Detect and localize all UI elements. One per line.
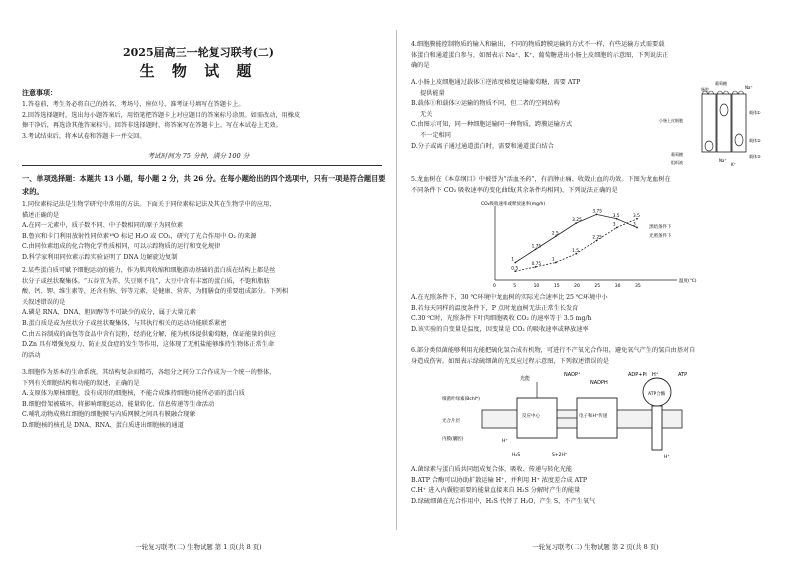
solid-data-label: 1 xyxy=(511,257,515,263)
solid-data-label: 3.5 xyxy=(612,213,620,219)
exam-time: 考试时间为 75 分钟，满分 100 分 xyxy=(147,152,250,160)
solid-data-label: 2.5 xyxy=(551,231,559,237)
cell-outline xyxy=(732,94,746,152)
x-tick-group xyxy=(493,283,641,289)
photo-label-light: 光能 xyxy=(520,376,531,382)
q2-line: 关叙述错误的是 xyxy=(22,298,66,306)
solid-data-label: 1.75 xyxy=(531,244,542,250)
photo-label-h-lumen: H⁺ xyxy=(502,439,508,444)
fig-label-tissue-fluid: 组织液 xyxy=(671,160,683,165)
dashed-data-label: 3 xyxy=(612,222,616,228)
q1-line: 1.同位素标记法是生物学研究中常用的方法。下面关于同位素标记法及其在生物学中的应用， xyxy=(22,201,276,208)
notice-item: 擦干净后，再选涂其他答案标号。回答非选择题时，将答案写在答题卡上，写在本试卷上无效。 xyxy=(22,122,282,130)
notice-heading: 注意事项： xyxy=(22,88,57,97)
x-tick-label: 35 xyxy=(635,284,641,289)
dashed-point xyxy=(555,262,557,264)
q4-line: 体蛋白和通道蛋白参与，如图表示 Na⁺、K⁺、葡萄糖进出小肠上皮细胞的示意图，下列说法正 xyxy=(411,51,669,59)
q6-line: 6.部分类似菌能够利用光能把硫化氢合成有机物，可进行不产氧光合作用，避免氧气产生的氢自由基对自 xyxy=(411,347,696,354)
q2-line: 2.某些蛋白质可赋予细胞运动的能力，作为肌肉收缩和细胞游动基础的蛋白质在结构上都是丝 xyxy=(22,267,276,274)
photo-label-h2s: H₂S xyxy=(512,453,521,458)
q5-option-b: B.若每天同样的温度条件下，P 点时龙血树无法正常生长发育 xyxy=(411,304,579,312)
q4-options xyxy=(411,78,626,152)
q3-option-d: D.细胞核的核孔是 DNA、RNA、蛋白质进出细胞核的通道 xyxy=(22,421,184,429)
photo-label-electron-h: 电子和H⁺传递 xyxy=(579,414,608,419)
question-5 xyxy=(411,175,776,196)
photo-label-nadph: NADPH xyxy=(590,380,608,386)
right-page xyxy=(397,0,794,561)
fig-label-na-bottom: Na⁺ xyxy=(719,158,727,163)
solid-data-label: 3.75 xyxy=(592,209,603,215)
q4-option-c: C.由图示可知，同一种细胞运输同一种物质，跨膜运输方式 xyxy=(411,121,573,129)
dashed-data-label: 3.5 xyxy=(633,213,640,219)
notice-item: 2.回答选择题时，选出每小题答案后，用铅笔把答题卡上对应题目的答案标号涂黑。如需改动，用橡皮 xyxy=(22,111,301,119)
q5-line: 不同条件下 CO₂ 吸收速率的变化曲线(其余条件均相同)，下列说法正确的是 xyxy=(411,186,618,194)
chart-xlabel: 温度(℃) xyxy=(679,279,697,284)
exam-title: 2025届高三一轮复习联考(二) xyxy=(122,46,275,59)
cell-outline xyxy=(717,94,731,152)
x-tick-label: 25 xyxy=(594,284,601,289)
question-4 xyxy=(411,40,776,72)
photo-label-atp: ATP xyxy=(678,372,688,378)
fig-label-glucose-bottom: 葡萄糖 xyxy=(671,152,683,157)
photo-label-lumen: 内膜(囊腔) xyxy=(442,437,464,442)
notice-item: 3.考试结束后，将本试卷和答题卡一并交回。 xyxy=(22,132,146,140)
solid-point xyxy=(636,227,638,229)
q3-option-a: A.支原体为原核细胞，没有成形的细胞核，不能合成维持细胞功能所必需的蛋白质 xyxy=(22,390,245,398)
q6-line: 身造成伤害。如图表示绿硫细菌的光反应过程示意图，下列叙述错误的是 xyxy=(411,357,609,365)
q2-option-d: D.Zn 具有增强免疫力、防止反食症的发生等作用，这体现了无机盐能够维持生物体正常生命 xyxy=(22,341,275,349)
fig-label-carrier-1: 载体① xyxy=(749,110,761,115)
q5-options xyxy=(411,293,776,335)
q2-line: 的活动 xyxy=(22,351,41,359)
q4-line: 确的是 xyxy=(411,62,430,70)
q1-option-a: A.在同一元素中，质子数不同、中子数相同的原子为同位素 xyxy=(22,222,184,230)
photo-label-nadp: NADP⁺ xyxy=(564,372,581,378)
carrier-2-shape xyxy=(735,134,743,146)
atp-synthase-stalk xyxy=(652,406,662,450)
q3-line: 下列有关细胞结构和功能的叙述，正确的是 xyxy=(22,379,140,387)
q2-option-c: C.由五谷制成的面包等食品中含有淀粉，经消化分解，能为机体提供葡萄糖，保证能量的供应 xyxy=(22,330,276,338)
q2-line: 状分子或丝状聚集体。“五谷宜为养，失豆则不良”，大豆中含有丰富的蛋白质，不饱和脂肪 xyxy=(22,277,270,285)
section-heading: 一、单项选择题：本题共 13 小题，每小题 2 分，共 26 分。在每小题给出的四个选项中，只有一项是符合题目要求的。 xyxy=(22,174,386,196)
divider-rule xyxy=(22,165,382,166)
intestinal-cell-figure xyxy=(657,80,777,170)
chart-ylabel: CO₂吸收速率或释放速率(mg/h) xyxy=(481,202,546,207)
footer-left: 一轮复习联考(二) 生物试题 第 1 页(共 8 页) xyxy=(135,543,262,551)
x-tick-label: 30 xyxy=(614,284,621,289)
dashed-data-label: 2.25 xyxy=(592,235,603,241)
fig-label-carrier-3: 载体③ xyxy=(749,154,761,159)
q6-options xyxy=(411,465,776,507)
subject-title: 生 物 试 题 xyxy=(139,62,258,80)
q4-line: 4.细胞膜能控制物质的输入和输出，不同的物质跨膜运输的方式不一样，有些运输方式需要载 xyxy=(411,41,665,48)
fig-label-carrier-2: 载体② xyxy=(749,138,761,143)
photo-label-bchl: 细菌叶绿素(Bchl*) xyxy=(442,397,480,402)
q1-option-b: B.鲁宾和卡门利用放射性同位素¹⁸O 标记 H₂O 或 CO₂，研究了光合作用中 O₂ 的来源 xyxy=(22,232,257,240)
q3-option-c: C.哺乳动物成熟红细胞的细胞膜与内质网膜之间具有膜融合现象 xyxy=(22,411,196,419)
q1-line: 描述正确的是 xyxy=(22,211,60,219)
dashed-data-label: 1.5 xyxy=(572,248,579,254)
q5-option-c: C.30 ℃时，光照条件下叶肉细胞吸收 CO₂ 的速率等于 3.5 mg/h xyxy=(411,315,592,323)
fig-label-na-top: Na⁺ xyxy=(745,85,753,90)
fig-label-k: K⁺ xyxy=(731,162,736,167)
q4-option-b-cont: 无关 xyxy=(420,110,433,118)
photo-label-adp: ADP+Pi xyxy=(628,372,647,378)
question-6 xyxy=(411,346,776,367)
x-tick-label: 0 xyxy=(493,284,496,289)
dashed-data-label: 0.75 xyxy=(531,261,542,267)
q1-option-c: C.由同位素组成的化合物化学性质相同，可以示踪物质的运行和变化规律 xyxy=(22,243,221,251)
q3-line: 3.细胞作为基本的生命系统，其结构复杂而精巧，各组分之间分工合作成为一个统一的整体， xyxy=(22,369,276,376)
photo-label-lamella: 光合片层 xyxy=(442,419,460,424)
carrier-3-shape xyxy=(705,141,713,151)
x-tick-label: 10 xyxy=(533,284,540,289)
x-tick-label: 15 xyxy=(553,284,560,289)
fig-label-epithelial-cell: 小肠上皮细胞 xyxy=(659,118,683,123)
q4-option-c-cont: 不一定相同 xyxy=(420,131,451,139)
q6-option-d: D.绿硫细菌在光合作用中，H₂S 代替了 H₂O，产生 S，不产生氧气 xyxy=(411,497,596,505)
q1-option-d: D.科学家利用同位素示踪实验证明了 DNA 边解旋边复制 xyxy=(22,253,178,261)
fig-label-glucose-top: 葡萄糖 xyxy=(715,81,727,86)
carrier-1-shape xyxy=(720,104,728,116)
q3-option-b: B.细胞骨架被破坏，将影响细胞运动、能量转化、信息传递等生命活动 xyxy=(22,400,215,408)
q6-option-a: A.菌绿素与蛋白质共同组成复合体，吸收、传递与转化光能 xyxy=(411,466,573,473)
q5-option-d: D.该实验的自变量是温度，因变量是 CO₂ 的吸收速率或释放速率 xyxy=(411,325,589,333)
q4-option-b: B.载体①和载体②运输的物质不同，但二者的空间结构 xyxy=(411,100,560,108)
x-tick-label: 5 xyxy=(513,284,517,289)
q2-option-a: A.磷是 RNA、DNA、胆固醇等不可缺少的成分，属于大量元素 xyxy=(22,309,196,317)
q5-line: 5.龙血树在《本草纲目》中被誉为“活血圣药”，有消肿止痛、收敛止血的功效。下图为龙血树在 xyxy=(411,176,671,183)
footer-right: 一轮复习联考(二) 生物试题 第 2 页(共 8 页) xyxy=(532,543,659,551)
dashed-point xyxy=(616,227,618,229)
q4-option-a-cont: 提供能量 xyxy=(420,89,445,97)
q2-line: 酸、钙、钾、维生素等，还含有钠、锌等元素，是健康、营养、为佣膳食的重要组成部分。下列相 xyxy=(22,288,289,296)
q2-option-b: B.蛋白质是或为丝状分子或丝状聚集体，与其执行相关的运动功能联系紧密 xyxy=(22,319,227,327)
question-2 xyxy=(22,266,387,361)
notice-item: 1.答卷前，考生务必将自己的姓名、考场号、座位号、准考证号填写在答题卡上。 xyxy=(22,101,245,108)
photo-label-h-top: H⁺ xyxy=(652,372,659,378)
q4-option-d: D.分子或离子通过通道蛋白时，需要和通道蛋白结合 xyxy=(411,142,554,150)
q6-option-c: C.H⁺ 进入内囊腔需要的能量直接来自 H₂S 分解时产生的能量 xyxy=(411,487,581,495)
solid-data-label: 3.25 xyxy=(572,218,582,224)
question-3 xyxy=(22,368,387,432)
question-1 xyxy=(22,200,387,264)
legend-light: 光照条件下 xyxy=(649,234,672,239)
dashed-data-label: 1 xyxy=(551,257,555,263)
photo-label-s: S+2H⁺ xyxy=(552,453,568,458)
photosynthesis-figure xyxy=(442,370,742,462)
x-tick-label: 20 xyxy=(574,284,580,289)
photo-label-atp-synthase: ATP合酶 xyxy=(648,392,666,397)
solid-point xyxy=(514,262,516,264)
notice-list xyxy=(22,100,387,142)
legend-dark: 黑暗条件下 xyxy=(649,225,672,230)
q5-option-a: A.在光照条件下，30 ℃环境中龙血树的实际光合速率比 25 ℃环境中小 xyxy=(411,294,608,301)
series-solid xyxy=(511,208,638,263)
dashed-data-label: 0.5 xyxy=(511,266,519,272)
q6-option-b: B.ATP 合酶可以协助扩散运输 H⁺，并利用 H⁺ 浓度差合成 ATP xyxy=(411,476,588,484)
fig-label-lumen: 肠腔 xyxy=(701,87,709,92)
co2-rate-chart xyxy=(477,200,727,290)
q4-option-a: A.小肠上皮细胞通过载体①逆浓度梯度运输葡萄糖，需要 ATP xyxy=(411,79,581,86)
solid-data-label: 3 xyxy=(633,222,636,228)
cell-outline xyxy=(702,94,716,152)
photo-label-reaction-center: 反应中心 xyxy=(522,414,540,419)
photo-label-h-bottom: H⁺ xyxy=(664,455,670,460)
